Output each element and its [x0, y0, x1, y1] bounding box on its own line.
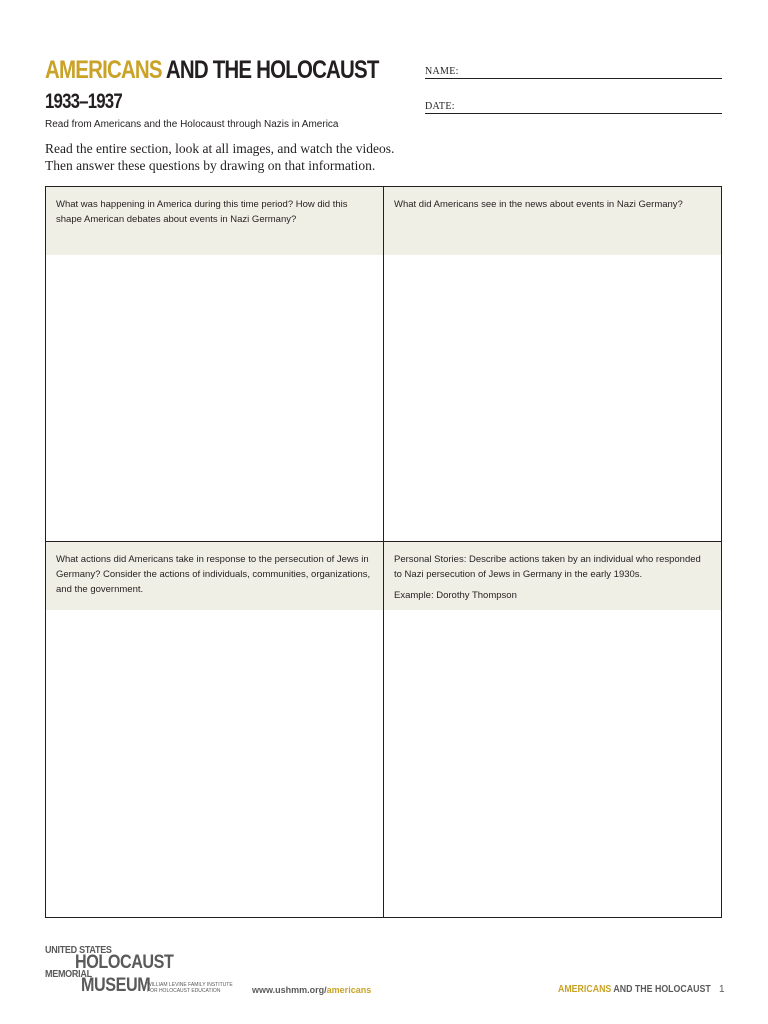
name-label: NAME: — [425, 66, 459, 77]
logo-holocaust: HOLOCAUST — [75, 952, 174, 973]
question-cell-4 — [384, 542, 721, 917]
question-4-header — [384, 542, 721, 610]
date-label: DATE: — [425, 101, 455, 112]
instructions-line-2: Then answer these questions by drawing on that information. — [45, 158, 376, 173]
footer-url-accent: americans — [326, 985, 372, 995]
answer-area-2[interactable] — [384, 255, 721, 541]
answer-area-3[interactable] — [46, 610, 383, 917]
title-block — [45, 55, 452, 115]
question-1-prompt: What was happening in America during this time period? How did this shape American debates about events in Nazi Germany? — [46, 187, 383, 255]
instructions-line-1: Read the entire section, look at all images, and watch the videos. — [45, 141, 395, 156]
question-cell-3 — [46, 542, 384, 917]
logo-museum: MUSEUM — [81, 975, 151, 996]
question-4-prompt: Personal Stories: Describe actions taken by an individual who responded to Nazi persecution of Jews in Germany in the early 1930s. — [394, 554, 701, 580]
answer-area-1[interactable] — [46, 255, 383, 541]
question-cell-2 — [384, 187, 721, 542]
page-title — [45, 55, 379, 85]
footer-url-base: www.ushmm.org/ — [252, 985, 327, 995]
question-2-prompt: What did Americans see in the news about events in Nazi Germany? — [384, 187, 721, 255]
logo-united-states: UNITED STATES — [45, 945, 112, 956]
page-number: 1 — [719, 984, 725, 995]
question-4-example: Example: Dorothy Thompson — [394, 590, 517, 601]
footer-brand — [558, 984, 711, 995]
instructions — [45, 140, 425, 174]
institute-line-2: FOR HOLOCAUST EDUCATION — [147, 988, 221, 994]
institute-name — [147, 982, 233, 994]
title-rest: AND THE HOLOCAUST — [161, 56, 379, 84]
footer-brand-accent: AMERICANS — [558, 984, 612, 995]
years-subtitle: 1933–1937 — [45, 90, 122, 113]
question-3-prompt: What actions did Americans take in response to the persecution of Jews in Germany? Consider the actions of individuals, communities, organizations, and the government. — [46, 542, 383, 610]
logo-memorial: MEMORIAL — [45, 969, 92, 980]
question-cell-1 — [46, 187, 384, 542]
institute-line-1: WILLIAM LEVINE FAMILY INSTITUTE — [147, 982, 233, 988]
title-accent: AMERICANS — [45, 56, 162, 84]
museum-logo — [45, 945, 245, 1000]
question-grid — [45, 186, 722, 918]
answer-area-4[interactable] — [384, 610, 721, 917]
footer-url[interactable] — [252, 985, 371, 995]
footer-brand-rest: AND THE HOLOCAUST — [611, 984, 711, 995]
source-note: Read from Americans and the Holocaust through Nazis in America — [45, 119, 339, 130]
date-field[interactable] — [425, 97, 722, 114]
name-field[interactable] — [425, 62, 722, 79]
